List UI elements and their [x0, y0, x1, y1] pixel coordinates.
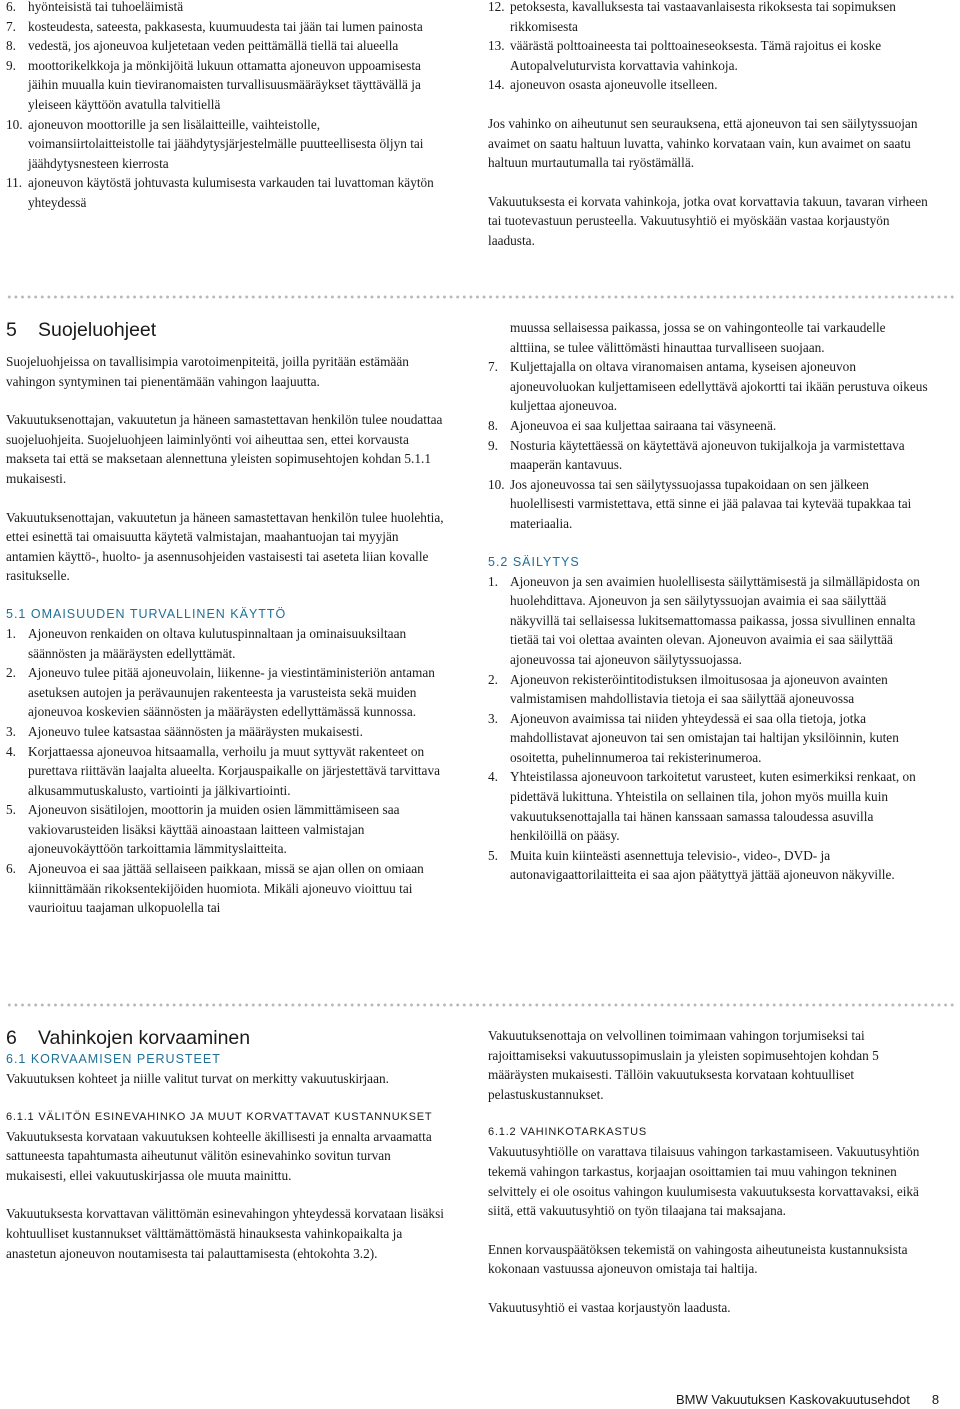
exclusions-list-left [6, 0, 446, 213]
list-item: 8. vedestä, jos ajoneuvoa kuljetetaan veden peittämällä tiellä tai alueella [6, 38, 399, 54]
dotted-divider [6, 1003, 956, 1007]
list-item: muussa sellaisessa paikassa, jossa se on vahingonteolle tai varkaudelle alttiina, se tulee välittömästi hinauttaa turvalliseen suojaan. [510, 320, 886, 355]
safe-use-list [6, 624, 446, 918]
paragraph: Jos vahinko on aiheutunut sen seurauksena, että ajoneuvon tai sen säilytyssuojan avaimet on saatu haltuun luvatta, vahinko korvataan vain, kun avaimet on saatu haltuun murtautumalla tai ryöstämällä. [488, 115, 918, 171]
section-6-left [6, 1026, 446, 1263]
page-footer [676, 1392, 939, 1408]
list-item: 10. ajoneuvon moottorille ja sen lisälaitteille, vaihteistolle, voimansiirtolaitteistolle tai jäähdytysjärjestelmälle puutteellisesta öljyn tai jäähdytysnesteen kierrosta [6, 116, 424, 171]
list-item: 4. Yhteistilassa ajoneuvoon tarkoitetut varusteet, kuten esimerkiksi renkaat, on pidettävä lukittuna. Yhteistila on sellainen tila, johon myös muilla kuin vakuutuksenottajalla tai hänen kanssaan samassa taloudessa asuvilla henkilöillä on pääsy. [488, 769, 916, 844]
paragraph: Vakuutuksesta ei korvata vahinkoja, jotka ovat korvattavia takuun, tavaran virheen tai tuotevastuun perusteella. Vakuutusyhtiö ei myöskään vastaa korjaustyön laadusta. [488, 193, 928, 248]
paragraph: Vakuutuksen kohteet ja niille valitut turvat on merkitty vakuutuskirjaan. [6, 1071, 389, 1086]
page-number: 8 [931, 1392, 940, 1407]
dotted-divider [6, 295, 956, 299]
paragraph: Vakuutuksesta korvataan vakuutuksen kohteelle äkillisesti ja ennalta arvaamatta sattuneesta tapahtumasta aiheutunut välitön esinevahinko sovitun turvan mukaisesti, ellei vakuutuskirjassa ole muuta mainittu. [6, 1128, 432, 1183]
exclusions-list-right [488, 0, 928, 95]
list-item: 1. Ajoneuvon ja sen avaimien huolellisesta säilyttämisestä ja silmälläpidosta on huolehdittava. Ajoneuvon ja sen säilytyssuojan avaimia ei saa säilyttää näkyvillä tai sellaisessa lukitsemattomassa paikassa, jossa sivullinen ennalta tietää tai voi olettaa avainten olevan. Ajoneuvon avaimia ei saa säilyttää ajoneuvossa tai ajoneuvon säilytyssuojassa. [488, 573, 920, 667]
subsection-heading: 5.2 SÄILYTYS [488, 554, 580, 569]
section-heading: 6 Vahinkojen korvaaminen [6, 1027, 251, 1049]
list-item: 8. Ajoneuvoa ei saa kuljettaa sairaana tai väsyneenä. [488, 417, 777, 433]
paragraph: Suojeluohjeissa on tavallisimpia varotoimenpiteitä, joilla pyritään estämään vahingon syntyminen tai pienentämään vahingon laajuutta. [6, 354, 409, 389]
list-item: 7. kosteudesta, sateesta, pakkasesta, kuumuudesta tai jään tai lumen painosta [6, 18, 423, 34]
top-right-column [488, 0, 928, 251]
list-item: 3. Ajoneuvon avaimissa tai niiden yhteydessä ei saa olla tietoja, jotka mahdollistavat ajoneuvon tai sen omistajan tai haltijan yksilöinnin, kuten osoitetta, puhelinnumeroa tai rekisterinumeroa. [488, 710, 899, 765]
paragraph: Vakuutusyhtiö ei vastaa korjaustyön laadusta. [488, 1299, 731, 1315]
list-item: 7. Kuljettajalla on oltava viranomaisen antama, kyseisen ajoneuvon ajoneuvoluokan kuljettamiseen edellyttävä ajokortti tai ikään perustuva oikeus kuljettaa ajoneuvoa. [488, 359, 928, 414]
paragraph: Vakuutuksenottajan, vakuutetun ja häneen samastettavan henkilön tulee huolehtia, ettei esinettä tai omaisuutta käytetä valmistajan, maahantuojan tai myyjän antamien käyttö-, huolto- ja asennusohjeiden vastaisesti tai aseteta liian kovalle rasitukselle. [6, 509, 444, 584]
paragraph: Vakuutuksenottajan, vakuutetun ja häneen samastettavan henkilön tulee noudattaa suojeluohjeita. Suojeluohjeen laiminlyönti voi aiheuttaa sen, ettei korvausta makseta tai että se maksetaan alennettuna yleisten sopimusehtojen kohdan 5.1.1 mukaisesti. [6, 412, 443, 486]
paragraph: Vakuutusyhtiölle on varattava tilaisuus vahingon tarkastamiseen. Vakuutusyhtiön tekemä vahingon tarkastus, korjaajan osoittamien tai muu vahingon tekninen selvittely ei ole osoitus vahingon kuulumisesta vakuutuksesta korvattavaksi, eikä siitä, että vakuutusyhtiö on työn tilaajana tai maksajana. [488, 1144, 920, 1219]
section-6-right [488, 1026, 928, 1318]
safe-use-list-continued [488, 318, 928, 534]
list-item: 3. Ajoneuvo tulee katsastaa säännösten ja määräysten mukaisesti. [6, 723, 363, 739]
section-5-left [6, 318, 446, 918]
list-item: 9. Nosturia käytettäessä on käytettävä ajoneuvon tukijalkoja ja varmistettava maaperän kantavuus. [488, 437, 905, 473]
list-item: 6. hyönteisistä tai tuhoeläimistä [6, 0, 184, 14]
list-item: 6. Ajoneuvoa ei saa jättää sellaiseen paikkaan, missä se ajan ollen on omiaan kiinnittämään rikoksentekijöiden huomiota. Mikäli ajoneuvo vioittuu tai vaurioituu taajaman ulkopuolella tai [6, 861, 424, 916]
list-item: 14. ajoneuvon osasta ajoneuvolle itselleen. [488, 77, 718, 93]
paragraph: Vakuutuksesta korvattavan välittömän esinevahingon yhteydessä korvataan lisäksi kohtuulliset kustannukset välttämättömästä hinauksesta vahinkopaikalta ja anastetun ajoneuvon noutamisesta tai palauttamisesta (ehtokohta 3.2). [6, 1206, 444, 1261]
list-item: 9. moottorikelkkoja ja mönkijöitä lukuun ottamatta ajoneuvon uppoamisesta jäihin muualla kuin tieviranomaisten turvallisuusmääräykset täyttävällä ja yleiseen käyttöön avatulla talvitiellä [6, 57, 421, 112]
list-item: 12. petoksesta, kavalluksesta tai vastaavanlaisesta rikoksesta tai sopimuksen rikkomisesta [488, 0, 896, 34]
section-5-right [488, 318, 928, 885]
list-item: 4. Korjattaessa ajoneuvoa hitsaamalla, verhoilu ja muut syttyvät rakenteet on purettava riittävän laajalta alueelta. Korjauspaikalle on järjestettävä tarvittava alkusammutuskalusto, vartiointi ja jälkivartiointi. [6, 743, 441, 798]
subsubsection-heading: 6.1.2 VAHINKOTARKASTUS [488, 1126, 648, 1139]
subsubsection-heading: 6.1.1 VÄLITÖN ESINEVAHINKO JA MUUT KORVATTAVAT KUSTANNUKSET [6, 1110, 433, 1123]
paragraph: Vakuutuksenottaja on velvollinen toimimaan vahingon torjumiseksi tai rajoittamiseksi vakuutussopimuslain ja yleisten sopimusehtojen kohdan 5 määräysten mukaisesti. Tällöin vakuutuksesta korvataan kohtuulliset pelastuskustannukset. [488, 1028, 879, 1102]
section-heading: 5 Suojeluohjeet [6, 319, 157, 341]
list-item: 2. Ajoneuvon rekisteröintitodistuksen ilmoitusosaa ja ajoneuvon avainten valmistamisen mahdollistavia tietoja ei saa säilyttää ajoneuvossa [488, 671, 888, 707]
list-item: 1. Ajoneuvon renkaiden on oltava kulutuspinnaltaan ja ominaisuuksiltaan säännösten ja määräysten edellyttämät. [6, 625, 407, 661]
paragraph: Ennen korvauspäätöksen tekemistä on vahingosta aiheutuneista kustannuksista kokonaan vastuussa ajoneuvon omistaja tai haltija. [488, 1241, 908, 1277]
subsection-heading: 5.1 OMAISUUDEN TURVALLINEN KÄYTTÖ [6, 606, 287, 621]
top-left-column [6, 0, 446, 213]
list-item: 5. Ajoneuvon sisätilojen, moottorin ja muiden osien lämmittämiseen saa vakiovarusteiden lisäksi käyttää ainoastaan laitteen valmistajan ajoneuvokäyttöön tarkoittamia lämmityslaitteita. [6, 802, 400, 857]
list-item: 10. Jos ajoneuvossa tai sen säilytyssuojassa tupakoidaan on sen jälkeen huolellisesti varmistettava, että sinne ei jää palavaa tai kytevää tupakkaa tai materiaalia. [488, 476, 912, 531]
list-item: 2. Ajoneuvo tulee pitää ajoneuvolain, liikenne- ja viestintäministeriön antaman asetuksen autojen ja perävaunujen rakenteesta ja varusteista sekä muiden ajoneuvoa koskevien säännösten ja määräysten edellyttämässä kunnossa. [6, 665, 435, 720]
list-item: 5. Muita kuin kiinteästi asennettuja televisio-, video-, DVD- ja autonavigaattorilaitteita ei saa ajon päätyttyä jättää ajoneuvon näkyville. [488, 847, 895, 883]
subsection-heading: 6.1 KORVAAMISEN PERUSTEET [6, 1052, 221, 1066]
list-item: 13. väärästä polttoaineesta tai polttoaineseoksesta. Tämä rajoitus ei koske Autopalveluturvista korvattavia vahinkoja. [488, 38, 882, 73]
list-item: 11. ajoneuvon käytöstä johtuvasta kulumisesta varkauden tai luvattoman käytön yhteydessä [6, 175, 434, 210]
storage-list [488, 572, 928, 886]
footer-title: BMW Vakuutuksen Kaskovakuutusehdot [676, 1392, 910, 1407]
